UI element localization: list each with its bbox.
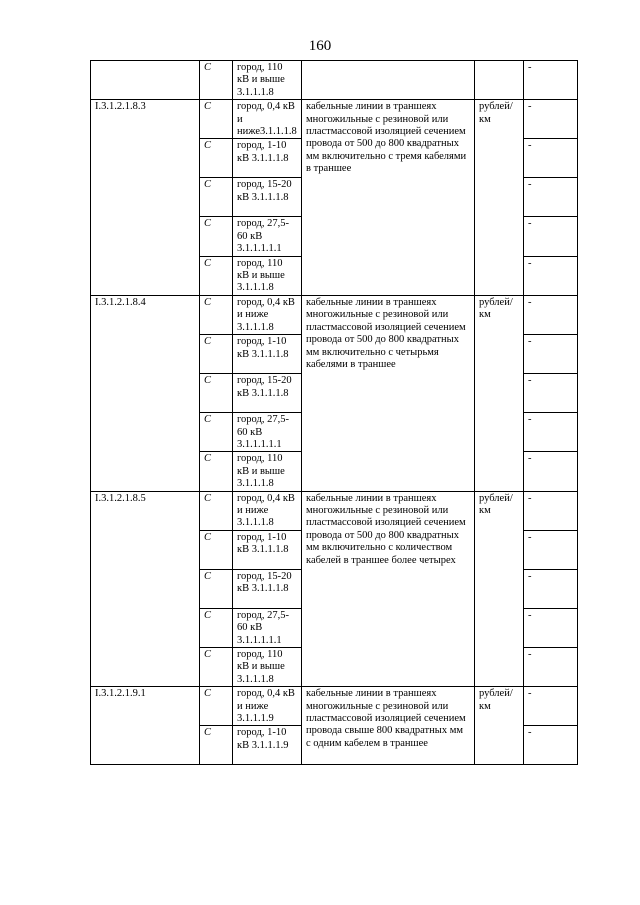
area-cell: город, 1-10 кВ 3.1.1.1.8: [233, 530, 302, 569]
table-row: [91, 687, 578, 726]
type-cell: С: [200, 217, 233, 256]
value-cell: -: [524, 178, 578, 217]
value-cell: -: [524, 374, 578, 413]
value-cell: -: [524, 139, 578, 178]
code-cell: I.3.1.2.1.9.1: [91, 687, 200, 765]
area-cell: город, 1-10 кВ 3.1.1.1.8: [233, 139, 302, 178]
type-cell: С: [200, 687, 233, 726]
area-cell: город, 27,5-60 кВ 3.1.1.1.1.1: [233, 217, 302, 256]
type-cell: С: [200, 491, 233, 530]
type-cell: С: [200, 139, 233, 178]
unit-cell: рублей/ км: [475, 491, 524, 687]
page-number: 160: [308, 38, 332, 54]
area-cell: город, 15-20 кВ 3.1.1.1.8: [233, 178, 302, 217]
table-row: [91, 491, 578, 530]
value-cell: -: [524, 295, 578, 334]
value-cell: -: [524, 569, 578, 608]
type-cell: С: [200, 726, 233, 765]
value-cell: -: [524, 530, 578, 569]
type-cell: С: [200, 647, 233, 686]
area-cell: город, 1-10 кВ 3.1.1.1.9: [233, 726, 302, 765]
area-cell: город, 0,4 кВ и ниже 3.1.1.1.8: [233, 491, 302, 530]
description-cell: кабельные линии в траншеях многожильные с резиновой или пластмассовой изоляцией сечением провода от 500 до 800 квадратных мм включительно с тремя кабелями в траншее: [302, 100, 475, 296]
area-cell: город, 1-10 кВ 3.1.1.1.8: [233, 335, 302, 374]
area-cell: город, 15-20 кВ 3.1.1.1.8: [233, 569, 302, 608]
unit-cell: рублей/ км: [475, 687, 524, 765]
value-cell: -: [524, 452, 578, 491]
type-cell: С: [200, 178, 233, 217]
area-cell: город, 0,4 кВ и ниже 3.1.1.1.8: [233, 295, 302, 334]
value-cell: -: [524, 61, 578, 100]
type-cell: С: [200, 569, 233, 608]
area-cell: город, 110 кВ и выше 3.1.1.1.8: [233, 452, 302, 491]
table-row: [91, 295, 578, 334]
area-cell: город, 110 кВ и выше 3.1.1.1.8: [233, 256, 302, 295]
value-cell: -: [524, 647, 578, 686]
area-cell: город, 27,5-60 кВ 3.1.1.1.1.1: [233, 608, 302, 647]
type-cell: С: [200, 374, 233, 413]
area-cell: город, 110 кВ и выше 3.1.1.1.8: [233, 61, 302, 100]
description-cell: [302, 61, 475, 100]
value-cell: -: [524, 100, 578, 139]
area-cell: город, 0,4 кВ и ниже 3.1.1.1.9: [233, 687, 302, 726]
area-cell: город, 0,4 кВ и ниже3.1.1.1.8: [233, 100, 302, 139]
value-cell: -: [524, 687, 578, 726]
type-cell: С: [200, 100, 233, 139]
type-cell: С: [200, 452, 233, 491]
area-cell: город, 27,5-60 кВ 3.1.1.1.1.1: [233, 413, 302, 452]
value-cell: -: [524, 335, 578, 374]
value-cell: -: [524, 491, 578, 530]
area-cell: город, 15-20 кВ 3.1.1.1.8: [233, 374, 302, 413]
type-cell: С: [200, 295, 233, 334]
code-cell: I.3.1.2.1.8.4: [91, 295, 200, 491]
value-cell: -: [524, 217, 578, 256]
type-cell: С: [200, 413, 233, 452]
tariff-table: [90, 60, 578, 765]
value-cell: -: [524, 608, 578, 647]
table-row: [91, 61, 578, 100]
type-cell: С: [200, 256, 233, 295]
code-cell: I.3.1.2.1.8.5: [91, 491, 200, 687]
description-cell: кабельные линии в траншеях многожильные с резиновой или пластмассовой изоляцией сечением провода свыше 800 квадратных мм с одним кабелем в траншее: [302, 687, 475, 765]
code-cell: [91, 61, 200, 100]
unit-cell: рублей/ км: [475, 100, 524, 296]
code-cell: I.3.1.2.1.8.3: [91, 100, 200, 296]
value-cell: -: [524, 413, 578, 452]
description-cell: кабельные линии в траншеях многожильные с резиновой или пластмассовой изоляцией сечением провода от 500 до 800 квадратных мм включительно с четырьмя кабелями в траншее: [302, 295, 475, 491]
type-cell: С: [200, 61, 233, 100]
value-cell: -: [524, 256, 578, 295]
type-cell: С: [200, 608, 233, 647]
area-cell: город, 110 кВ и выше 3.1.1.1.8: [233, 647, 302, 686]
unit-cell: рублей/ км: [475, 295, 524, 491]
table-row: [91, 100, 578, 139]
type-cell: С: [200, 530, 233, 569]
unit-cell: [475, 61, 524, 100]
value-cell: -: [524, 726, 578, 765]
type-cell: С: [200, 335, 233, 374]
description-cell: кабельные линии в траншеях многожильные с резиновой или пластмассовой изоляцией сечением провода от 500 до 800 квадратных мм включительно с количеством кабелей в траншее более четырех: [302, 491, 475, 687]
